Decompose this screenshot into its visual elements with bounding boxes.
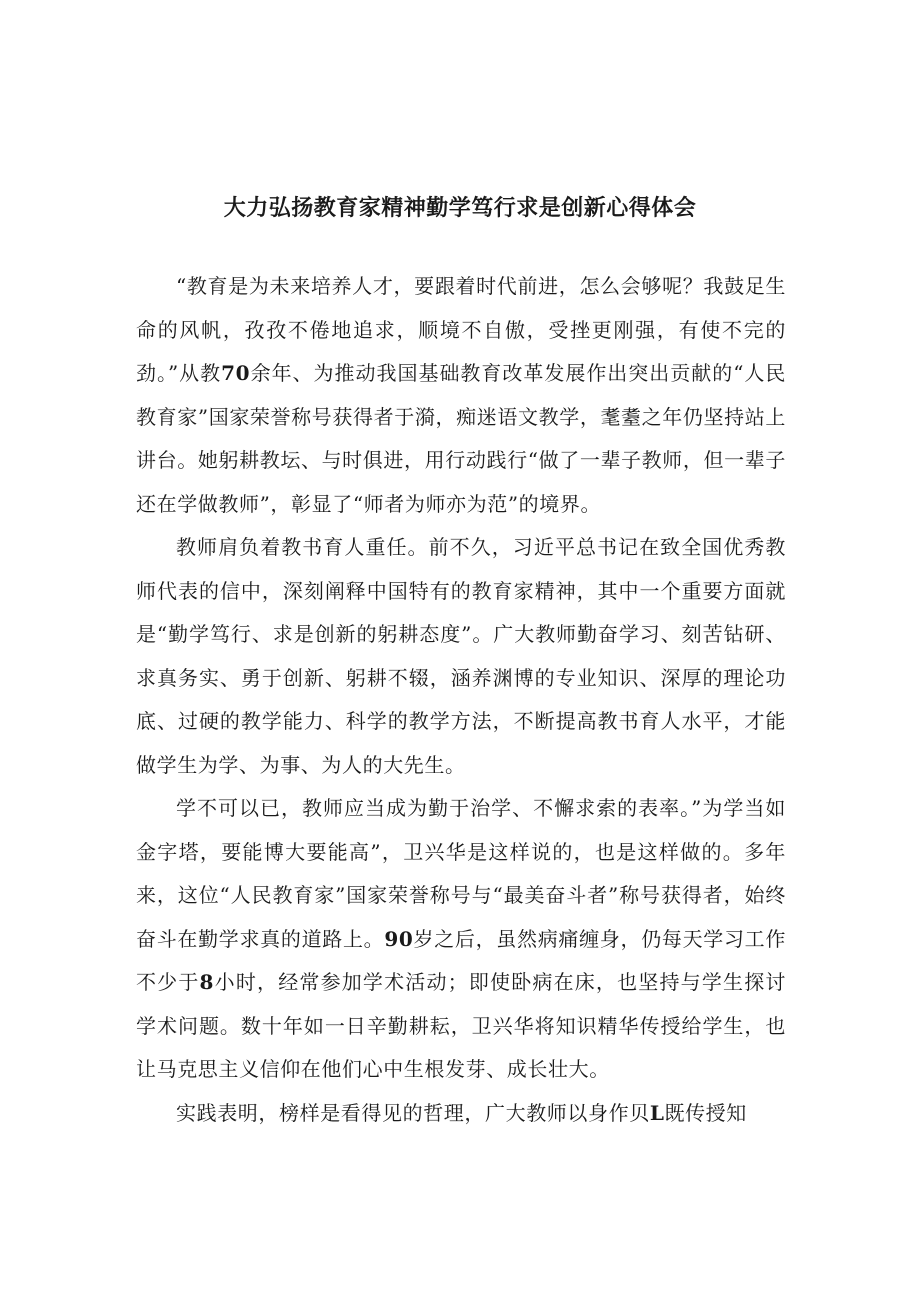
- paragraph-text: 岁之后，虽然病痛缠身，仍每天学习工作不少于: [136, 926, 786, 994]
- paragraph-text: 教师肩负着教书育人重任。前不久，习近平总书记在致全国优秀教师代表的信中，深刻阐释中国特有的教育家精神，其中一个重要方面就是“勤学笃行、求是创新的躬耕态度”。广大教师勤奋学习、刻苦钻研、求真务实、勇于创新、躬耕不辍，涵养渊博的专业知识、深厚的理论功底、过硬的教学能力、科学的教学方法，不断提高教书育人水平，才能做学生为学、为事、为人的大先生。: [136, 535, 786, 777]
- paragraph-text: 既传授知: [664, 1100, 747, 1125]
- paragraph-text: 余年、为推动我国基础教育改革发展作出突出贡献的“人民教育家”国家荣誉称号获得者于漪，痴迷语文教学，耄耋之年仍坚持站上讲台。她躬耕教坛、与时俱进，用行动践行“做了一辈子教师，但一辈子还在学做教师”，彰显了“师者为师亦为范”的境界。: [136, 361, 786, 516]
- paragraph-2: [136, 526, 786, 787]
- document-title: 大力弘扬教育家精神勤学笃行求是创新心得体会: [223, 195, 697, 221]
- number-text: 70: [221, 361, 251, 385]
- paragraph-3: [136, 787, 786, 1092]
- paragraph-text: 学不可以已，教师应当成为勤于治学、不懈求索的表率。”为学当如金字塔，要能博大要能高”，卫兴华是这样说的，也是这样做的。多年来，这位“人民教育家”国家荣誉称号与“最美奋斗者”称号获得者，始终奋斗在勤学求真的道路上。: [136, 796, 786, 951]
- document-body: [136, 265, 786, 1135]
- number-text: 90: [384, 926, 414, 951]
- number-text: 8: [199, 970, 215, 994]
- paragraph-text: 实践表明，榜样是看得见的哲理，广大教师以身作贝: [176, 1100, 650, 1125]
- paragraph-4: [136, 1092, 786, 1136]
- paragraph-text: “教育是为未来培养人才，要跟着时代前进，怎么会够呢？我鼓足生命的风帆，孜孜不倦地追求，顺境不自傲，受挫更刚强，有使不完的劲。”从教: [136, 274, 786, 385]
- paragraph-text: 小时，经常参加学术活动；即使卧病在床，也坚持与学生探讨学术问题。数十年如一日辛勤耕耘，卫兴华将知识精华传授给学生，也让马克思主义信仰在他们心中生根发芽、成长壮大。: [136, 970, 786, 1081]
- paragraph-1: [136, 265, 786, 526]
- number-text: L: [649, 1100, 665, 1125]
